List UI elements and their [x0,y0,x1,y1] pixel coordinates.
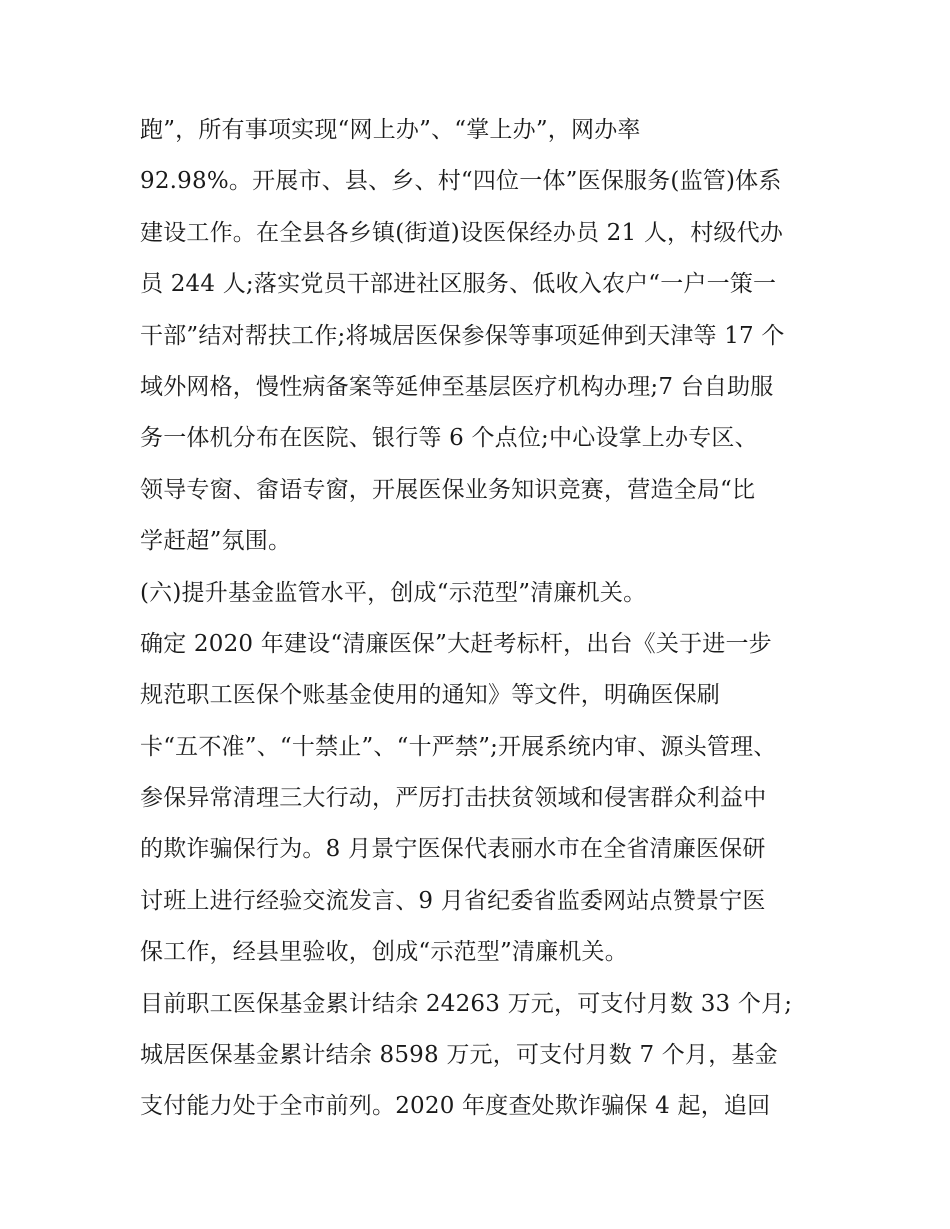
text-line-1: 跑”，所有事项实现“网上办”、“掌上办”，网办率 [140,117,641,143]
text-line-6: 域外网格，慢性病备案等延伸至基层医疗机构办理;7 台自助服 [140,373,774,400]
text-line-15: 的欺诈骗保行为。8 月景宁医保代表丽水市在全省清廉医保研 [140,836,766,863]
text-line-19: 城居医保基金累计结余 8598 万元，可支付月数 7 个月，基金 [140,1042,778,1069]
text-line-3: 建设工作。在全县各乡镇(街道)设医保经办员 21 人，村级代办 [140,219,784,246]
text-line-5: 干部”结对帮扶工作;将城居医保参保等事项延伸到天津等 17 个 [140,322,785,349]
body-text [140,111,830,1139]
text-line-2: 92.98%。开展市、县、乡、村“四位一体”医保服务(监管)体系 [140,168,782,195]
text-line-12: 规范职工医保个账基金使用的通知》等文件，明确医保刷 [140,682,720,709]
text-line-17: 保工作，经县里验收，创成“示范型”清廉机关。 [140,939,628,966]
text-line-14: 参保异常清理三大行动，严厉打击扶贫领域和侵害群众利益中 [140,785,767,812]
text-line-7: 务一体机分布在医院、银行等 6 个点位;中心设掌上办专区、 [140,425,758,452]
text-line-9: 学赶超”氛围。 [140,528,292,555]
text-line-18: 目前职工医保基金累计结余 24263 万元，可支付月数 33 个月; [140,990,793,1017]
text-line-20: 支付能力处于全市前列。2020 年度查处欺诈骗保 4 起，追回 [140,1093,771,1120]
text-line-16: 讨班上进行经验交流发言、9 月省纪委省监委网站点赞景宁医 [140,887,766,914]
text-line-11: 确定 2020 年建设“清廉医保”大赶考标杆，出台《关于进一步 [140,630,772,657]
text-line-13: 卡“五不准”、“十禁止”、“十严禁”;开展系统内审、源头管理、 [140,733,777,760]
text-line-8: 领导专窗、畲语专窗，开展医保业务知识竞赛，营造全局“比 [140,476,756,503]
section-heading: (六)提升基金监管水平，创成“示范型”清廉机关。 [140,579,647,606]
text-line-4: 员 244 人;落实党员干部进社区服务、低收入农户“一户一策一 [140,271,777,298]
